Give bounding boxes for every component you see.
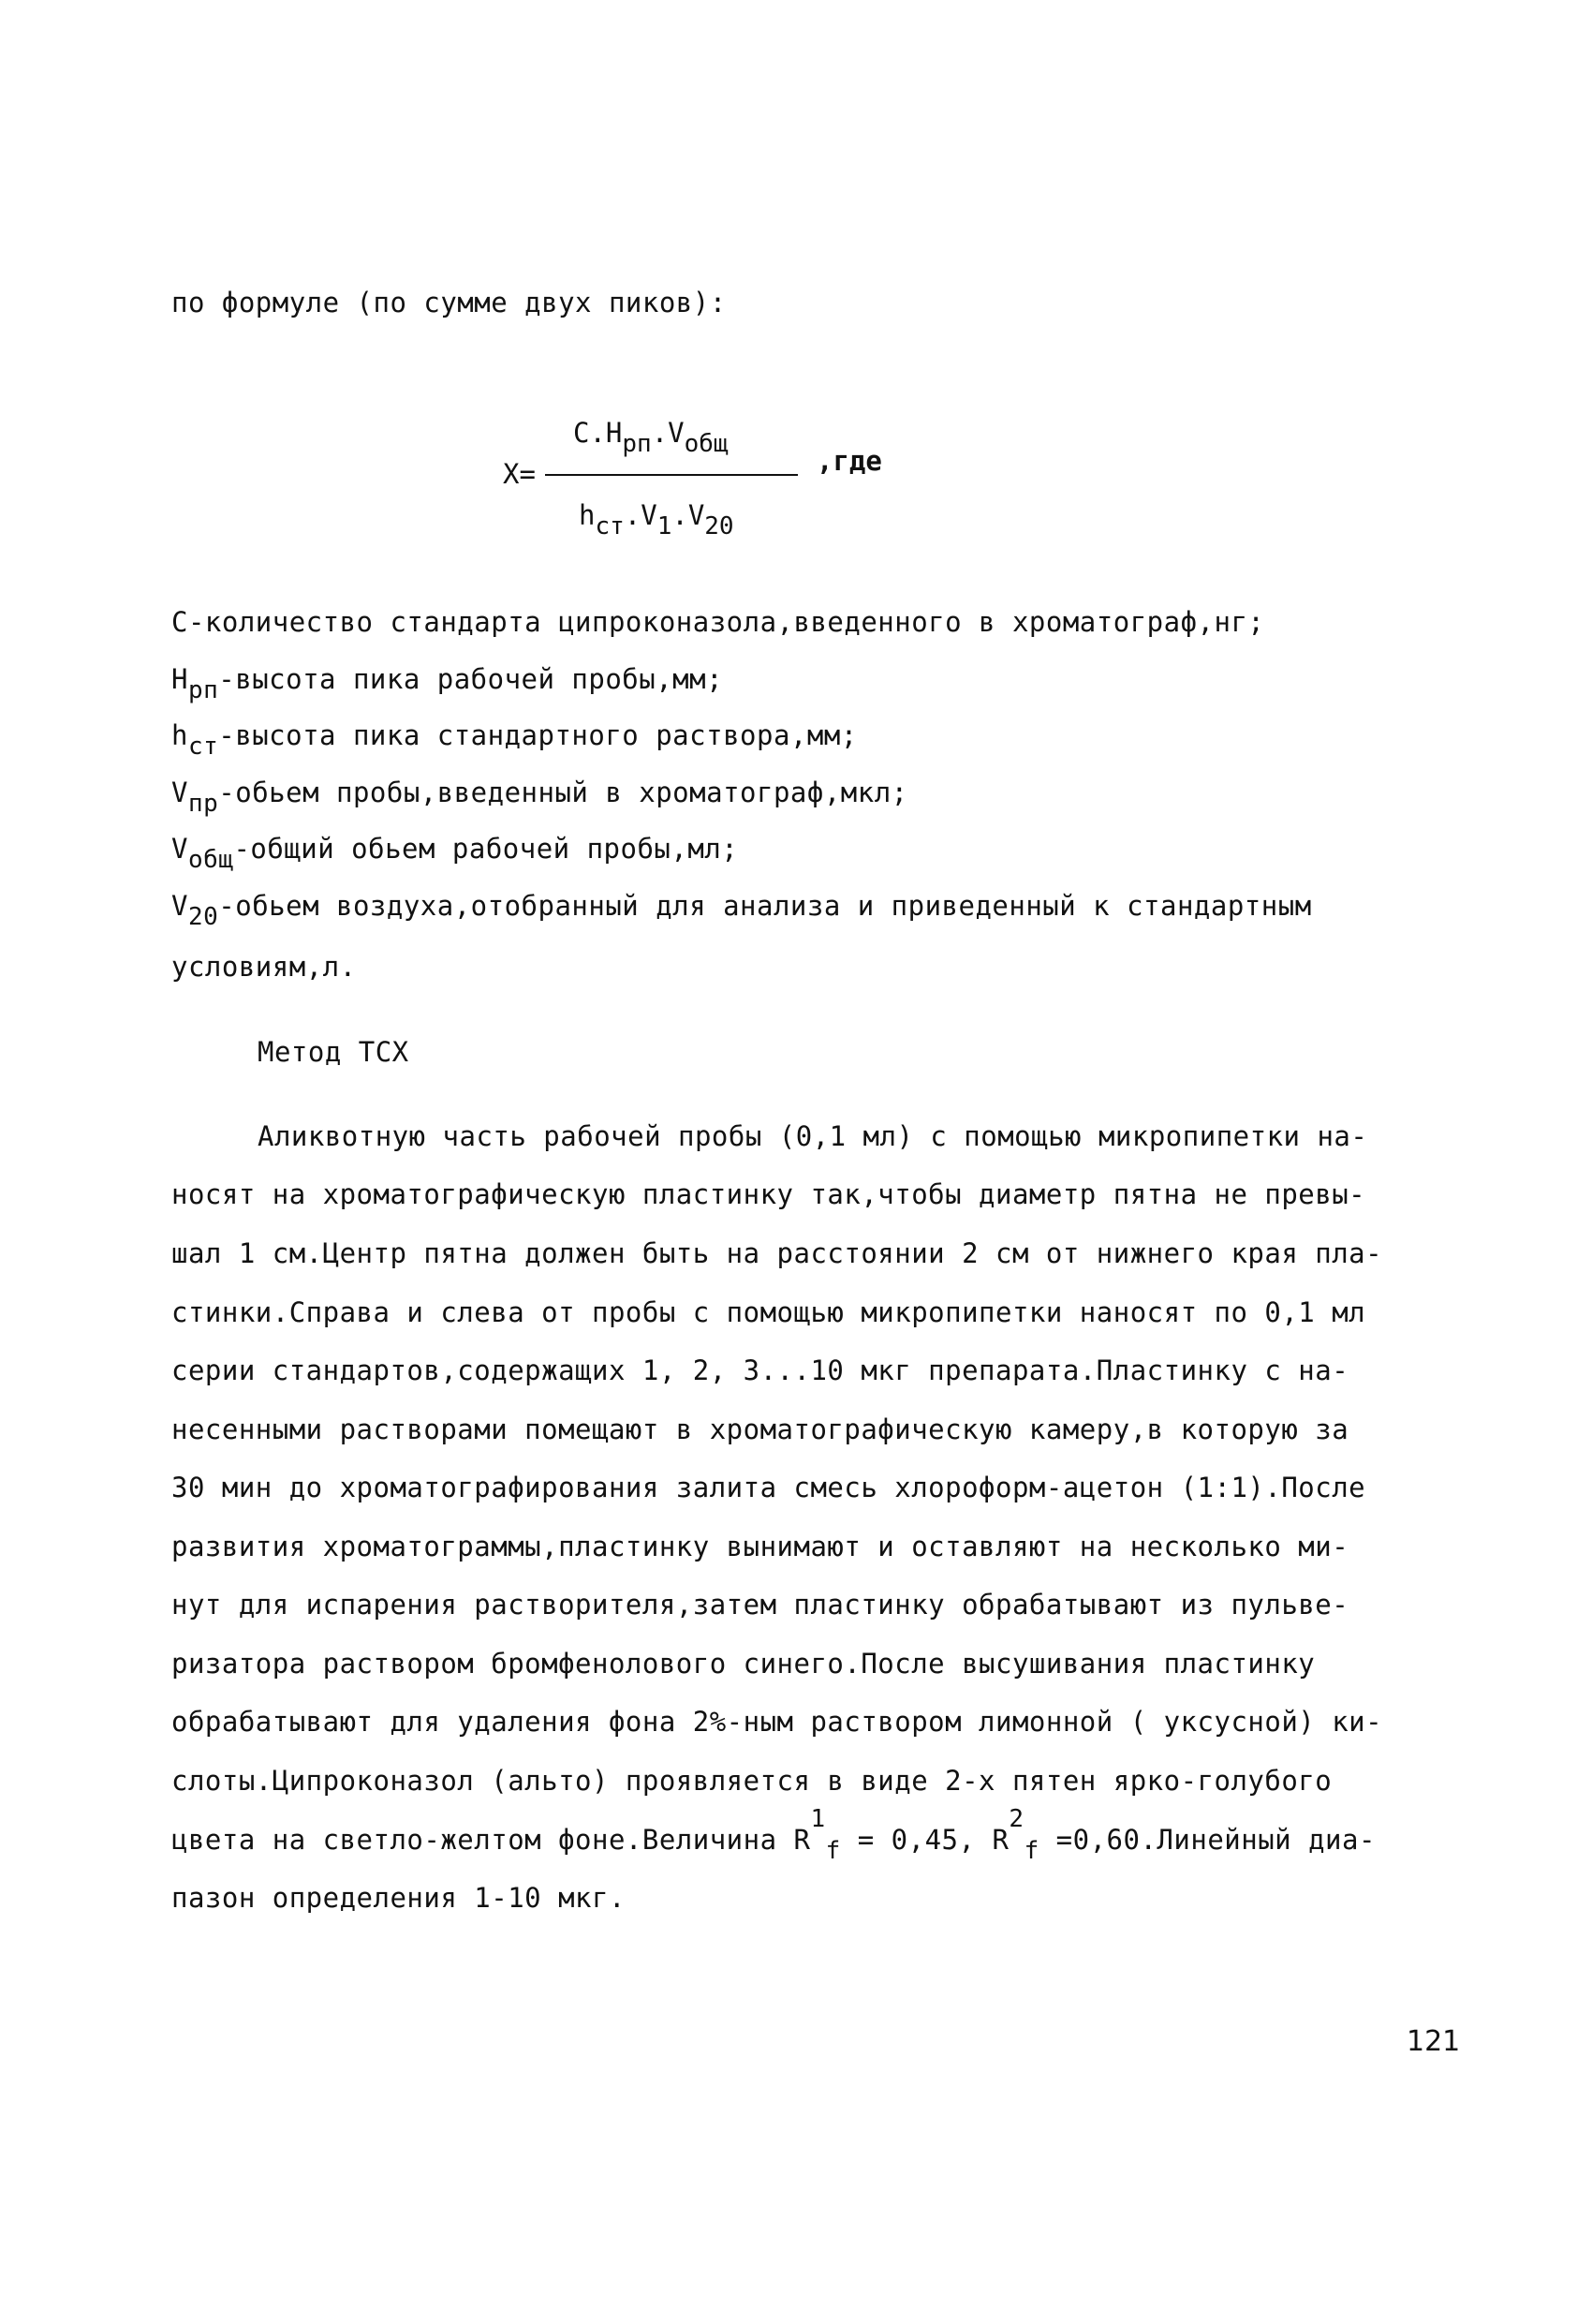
section-heading: Метод ТСХ bbox=[258, 1036, 409, 1068]
formula-lhs: X= bbox=[503, 458, 536, 490]
definition-v-20: V20-обьем воздуха,отобранный для анализа и приведенный к стандартным bbox=[171, 890, 1312, 931]
page-number: 121 bbox=[1407, 2025, 1461, 2058]
paragraph-last-line: пазон определения 1-10 мкг. bbox=[171, 1882, 626, 1914]
formula-numerator: C.Hрп.Vобщ bbox=[573, 417, 729, 458]
paragraph-line: Аликвотную часть рабочей пробы (0,1 мл) с помощью микропипетки на- bbox=[258, 1120, 1368, 1152]
paragraph-line: носят на хроматографическую пластинку так,чтобы диаметр пятна не превы- bbox=[171, 1178, 1366, 1210]
definition-v-pr: Vпр-обьем пробы,введенный в хроматограф,мкл; bbox=[171, 777, 908, 818]
definition-c: C-количество стандарта ципроконазола,введенного в хроматограф,нг; bbox=[171, 606, 1265, 638]
definition-v-total: Vобщ-общий обьем рабочей пробы,мл; bbox=[171, 833, 739, 874]
fraction-bar bbox=[545, 474, 798, 476]
rf-values-line: цвета на светло-желтом фоне.Величина R1f = 0,45, R2f =0,60.Линейный диа- bbox=[171, 1805, 1376, 1865]
paragraph-line: нут для испарения растворителя,затем пластинку обрабатывают из пульве- bbox=[171, 1589, 1349, 1621]
definition-h-st: hст-высота пика стандартного раствора,мм; bbox=[171, 719, 858, 761]
paragraph-line: шал 1 см.Центр пятна должен быть на расстоянии 2 см от нижнего края пла- bbox=[171, 1237, 1383, 1269]
formula-denominator: hст.V1.V20 bbox=[579, 499, 734, 540]
paragraph-line: обрабатывают для удаления фона 2%-ным раствором лимонной ( уксусной) ки- bbox=[171, 1706, 1383, 1738]
paragraph-line: развития хроматограммы,пластинку вынимают и оставляют на несколько ми- bbox=[171, 1531, 1349, 1562]
intro-text: по формуле (по сумме двух пиков): bbox=[171, 287, 727, 318]
paragraph-line: серии стандартов,содержащих 1, 2, 3...10 мкг препарата.Пластинку с на- bbox=[171, 1354, 1349, 1386]
definition-h-rp: Hрп-высота пика рабочей пробы,мм; bbox=[171, 663, 724, 704]
paragraph-line: несенными растворами помещают в хроматографическую камеру,в которую за bbox=[171, 1414, 1349, 1445]
paragraph-line: стинки.Справа и слева от пробы с помощью микропипетки наносят по 0,1 мл bbox=[171, 1296, 1366, 1328]
definition-continuation: условиям,л. bbox=[171, 951, 357, 983]
formula-where: ,где bbox=[817, 445, 882, 477]
paragraph-line: слоты.Ципроконазол (альто) проявляется в виде 2-х пятен ярко-голубого bbox=[171, 1765, 1333, 1797]
paragraph-line: ризатора раствором бромфенолового синего.После высушивания пластинку bbox=[171, 1648, 1316, 1680]
paragraph-line: 30 мин до хроматографирования залита смесь хлороформ-ацетон (1:1).После bbox=[171, 1472, 1366, 1503]
